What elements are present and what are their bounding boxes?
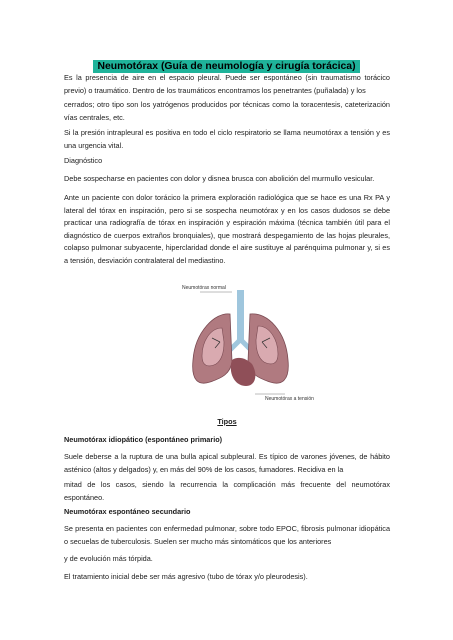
trachea-shape: [237, 290, 244, 342]
paragraph-radiology: Ante un paciente con dolor torácico la primera exploración radiológica que se hace es una Rx PA y lateral del tórax en inspiración, pero si se sospecha neumotórax y en los casos dudosos se debe practicar una radiografía de tórax en inspiración y espiración máxima (técnica también útil para el diagnóstico de cuerpos extraños bronquiales), que mostrará despegamiento de las hojas pleurales, colapso pulmonar subyacente, hiperclaridad donde el aire sustituye al parénquima pulmonar y, si es a tensión, desviación contralateral del mediastino.: [64, 193, 390, 265]
paragraph-evolution: y de evolución más tórpida.: [64, 554, 153, 563]
paragraph-tension: Si la presión intrapleural es positiva en todo el ciclo respiratorio se llama neumotórax a tensión y es una urgencia vital.: [64, 128, 390, 150]
paragraph-secondary: Se presenta en pacientes con enfermedad pulmonar, sobre todo EPOC, fibrosis pulmonar idiopática o secuelas de tuberculosis. Suelen ser mucho más sintomáticos que los anteriores: [64, 524, 390, 546]
heading-idiopathic: Neumotórax idiopático (espontáneo primario): [64, 435, 223, 444]
label-tension: Neumotórax a tensión: [265, 396, 314, 402]
pneumothorax-figure: [160, 282, 320, 412]
paragraph-idiopathic: Suele deberse a la ruptura de una bulla apical subpleural. Es típico de varones jóvenes, de hábito asténico (altos y delgados) y, en más del 90% de los casos, fumadores. Recidiva en la: [64, 452, 390, 474]
heading-tipos: [64, 416, 390, 429]
page-title: Neumotórax (Guía de neumología y cirugía torácica): [93, 60, 359, 73]
tipos-label: Tipos: [217, 417, 237, 426]
paragraph-recurrence: mitad de los casos, siendo la recurrencia la complicación más frecuente del neumotórax espontáneo.: [64, 480, 390, 502]
paragraph-suspicion: Debe sospecharse en pacientes con dolor y disnea brusca con abolición del murmullo vesicular.: [64, 174, 375, 183]
paragraph-types: cerrados; otro tipo son los yatrógenos producidos por técnicas como la toracentesis, cateterización vías centrales, etc.: [64, 100, 390, 122]
label-normal: Neumotórax normal: [182, 285, 226, 291]
lungs-illustration: [160, 282, 320, 412]
heading-secondary: Neumotórax espontáneo secundario: [64, 507, 191, 516]
paragraph-definition: Es la presencia de aire en el espacio pleural. Puede ser espontáneo (sin traumatismo torácico previo) o traumático. Dentro de los traumáticos encontramos los penetrantes (puñalada) y los: [64, 73, 390, 95]
paragraph-treatment: El tratamiento inicial debe ser más agresivo (tubo de tórax y/o pleurodesis).: [64, 572, 308, 581]
heading-diagnosis: Diagnóstico: [64, 156, 103, 165]
